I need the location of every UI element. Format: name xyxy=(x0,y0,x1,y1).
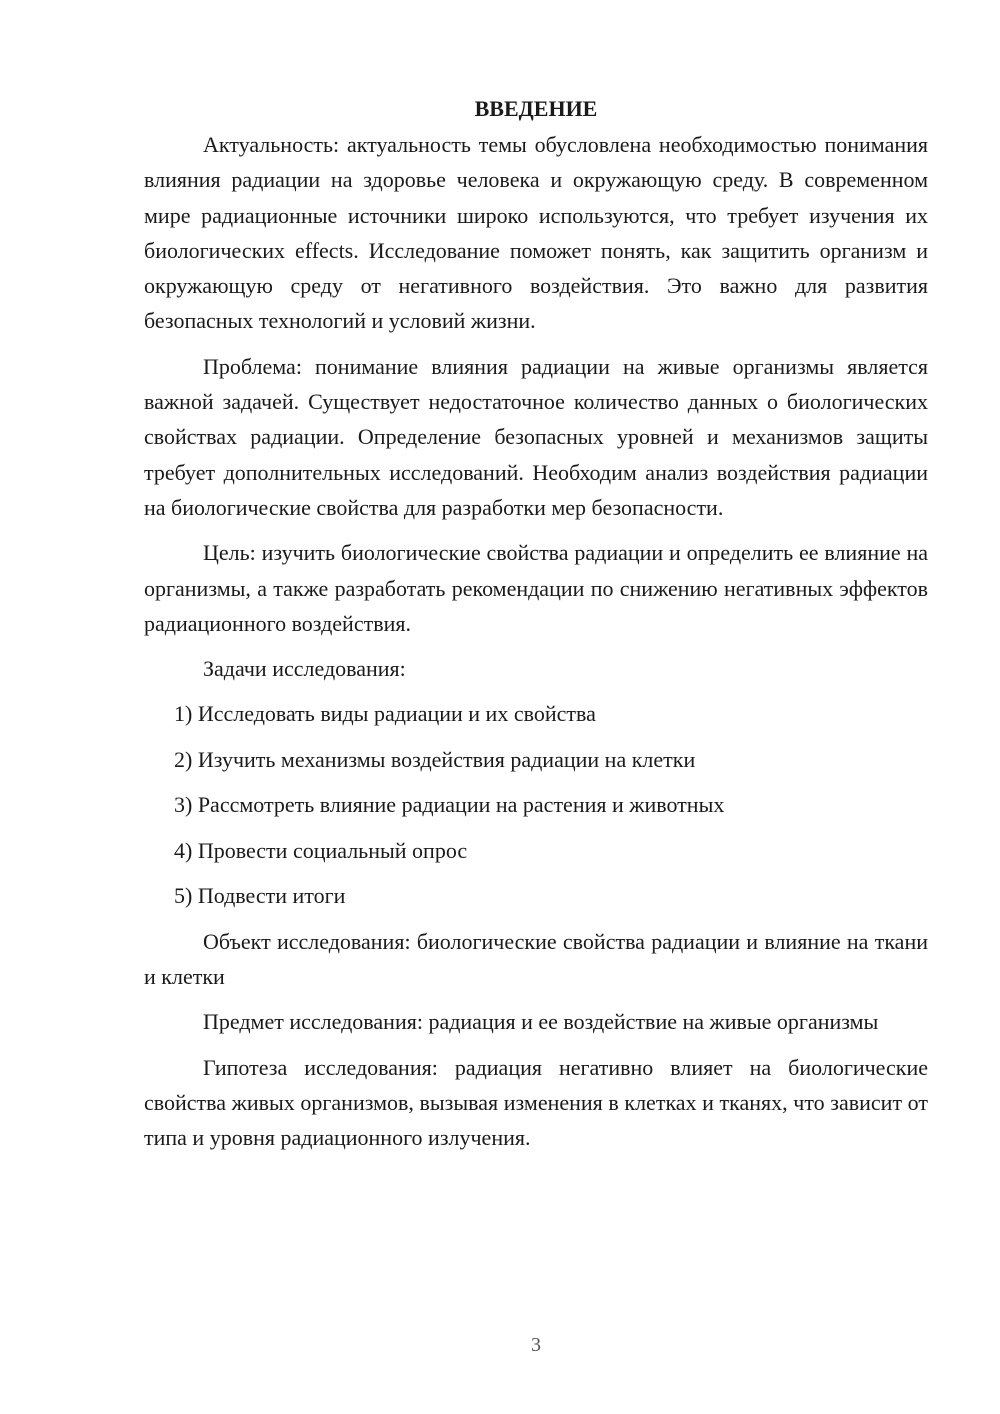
subject-paragraph: Предмет исследования: радиация и ее воздействие на живые организмы xyxy=(203,1009,879,1035)
page-number: 3 xyxy=(531,1334,541,1356)
task-item: 3) Рассмотреть влияние радиации на растения и животных xyxy=(174,792,725,818)
hypothesis-paragraph: Гипотеза исследования: радиация негативно влияет на биологические свойства живых организмов, вызывая изменения в клетках и тканях, что зависит от типа и уровня радиационного излучения. xyxy=(144,1054,928,1151)
tasks-heading: Задачи исследования: xyxy=(203,656,406,682)
object-paragraph: Объект исследования: биологические свойства радиации и влияние на ткани и клетки xyxy=(144,928,928,989)
tasks-list xyxy=(144,696,928,913)
document-page xyxy=(144,92,928,1165)
task-item: 2) Изучить механизмы воздействия радиации на клетки xyxy=(174,746,696,772)
goal-paragraph: Цель: изучить биологические свойства радиации и определить ее влияние на организмы, а также разработать рекомендации по снижению негативных эффектов радиационного воздействия. xyxy=(144,540,928,636)
page-title: ВВЕДЕНИЕ xyxy=(474,96,598,121)
task-item: 1) Исследовать виды радиации и их свойства xyxy=(174,701,596,727)
problem-paragraph: Проблема: понимание влияния радиации на живые организмы является важной задачей. Существует недостаточное количество данных о биологических свойствах радиации. Определение безопасных уровней и механизмов защиты требует дополнительных исследований. Необходим анализ воздействия радиации на биологические свойства для разработки мер безопасности. xyxy=(144,353,928,520)
task-item: 5) Подвести итоги xyxy=(174,883,346,909)
relevance-paragraph: Актуальность: актуальность темы обусловлена необходимостью понимания влияния радиации на здоровье человека и окружающую среду. В современном мире радиационные источники широко используются, что требует изучения их биологических effects. Исследование поможет понять, как защитить организм и окружающую среду от негативного воздействия. Это важно для развития безопасных технологий и условий жизни. xyxy=(144,132,928,334)
task-item: 4) Провести социальный опрос xyxy=(174,837,468,863)
